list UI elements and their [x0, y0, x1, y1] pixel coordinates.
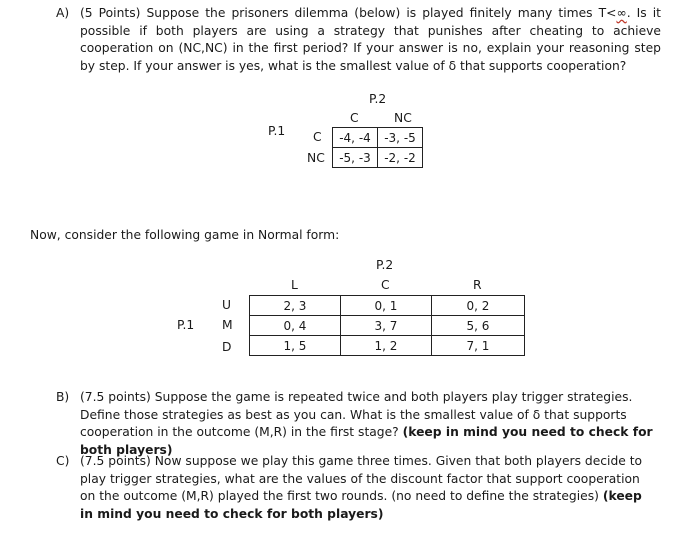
- game1-p2-label: P.2: [369, 92, 387, 106]
- game2-cell: 1, 5: [250, 336, 341, 356]
- game1-row-nc: [333, 148, 423, 168]
- game1-cell: -2, -2: [378, 148, 423, 168]
- game2-row-u: [250, 296, 525, 316]
- game1-cell: -4, -4: [333, 128, 378, 148]
- question-b-label: B): [56, 390, 70, 404]
- question-a-text: (5 Points) Suppose the prisoners dilemma (below) is played finitely many times T<∞. Is it possible if both players are using a strategy that punishes after cheating to achieve cooperation on (NC,NC) in the first period? If your answer is no, explain your reasoning step by step. If your answer is yes, what is the smallest value of δ that supports cooperation?: [80, 6, 661, 73]
- game2-col-header-l: L: [291, 278, 298, 292]
- game2-intro: Now, consider the following game in Normal form:: [30, 228, 340, 242]
- game2-cell: 3, 7: [341, 316, 432, 336]
- game2-cell: 0, 4: [250, 316, 341, 336]
- infinity-symbol: ∞: [616, 6, 627, 20]
- question-c-label: C): [56, 454, 70, 468]
- question-a-label: A): [56, 6, 70, 20]
- game2-cell: 1, 2: [341, 336, 432, 356]
- game1-p1-label: P.1: [268, 124, 286, 138]
- game2-payoff-table: [249, 295, 525, 356]
- game2-row-header-u: U: [222, 298, 232, 312]
- game2-cell: 7, 1: [432, 336, 525, 356]
- game2-cell: 0, 2: [432, 296, 525, 316]
- game2-cell: 2, 3: [250, 296, 341, 316]
- game1-payoff-table: [332, 127, 423, 168]
- game2-row-header-m: M: [222, 318, 233, 332]
- game2-row-d: [250, 336, 525, 356]
- game1-cell: -3, -5: [378, 128, 423, 148]
- game2-col-header-r: R: [473, 278, 482, 292]
- question-b-bold-note: (keep in mind you need to check for both players): [80, 425, 653, 457]
- game2-p2-label: P.2: [376, 258, 394, 272]
- game2-row-m: [250, 316, 525, 336]
- game2-row-header-d: D: [222, 340, 232, 354]
- game1-row-c: [333, 128, 423, 148]
- question-c-text: (7.5 points) Now suppose we play this game three times. Given that both players decide to play trigger strategies, what are the values of the discount factor that support cooperation on the outcome (M,R) played the first two rounds. (no need to define the strategies) (keep in mind you need to check for both players): [80, 454, 643, 521]
- question-c-bold-note: (keep in mind you need to check for both players): [80, 489, 642, 521]
- game1-col-header-c: C: [350, 111, 359, 125]
- game2-cell: 0, 1: [341, 296, 432, 316]
- game1-cell: -5, -3: [333, 148, 378, 168]
- game1-col-header-nc: NC: [394, 111, 412, 125]
- question-b-text: (7.5 points) Suppose the game is repeated twice and both players play trigger strategies. Define those strategies as best as you can. What is the smallest value of δ that supports cooperation in the outcome (M,R) in the first stage? (keep in mind you need to check for both players): [80, 390, 653, 457]
- game1-row-header-c: C: [313, 130, 322, 144]
- game2-col-header-c: C: [381, 278, 390, 292]
- game1-row-header-nc: NC: [307, 151, 325, 165]
- game2-p1-label: P.1: [177, 318, 195, 332]
- game2-cell: 5, 6: [432, 316, 525, 336]
